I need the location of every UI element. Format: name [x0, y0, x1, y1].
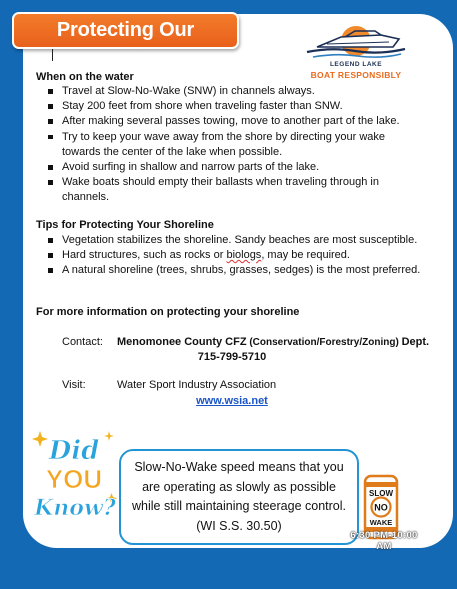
tips-heading: Tips for Protecting Your Shoreline: [36, 219, 214, 231]
snw-hours: 6:30 PM-10:00 AM: [350, 530, 418, 552]
tips-list: [46, 233, 431, 279]
you-text: YOU: [45, 464, 103, 494]
list-item: Travel at Slow-No-Wake (SNW) in channels always.: [46, 84, 406, 99]
list-item: Try to keep your wave away from the shore by directing your wake towards the center of the lake when possible.: [46, 130, 406, 160]
list-item: Vegetation stabilizes the shoreline. Sandy beaches are most susceptible.: [46, 233, 431, 248]
list-item: Avoid surfing in shallow and narrow parts of the lake.: [46, 160, 406, 175]
list-item: Wake boats should empty their ballasts when traveling through in channels.: [46, 175, 406, 205]
list-item: [46, 248, 431, 263]
visit-label: Visit:: [62, 379, 86, 391]
list-item: After making several passes towing, move to another part of the lake.: [46, 114, 406, 129]
list-item-text: Hard structures, such as rocks or: [62, 249, 227, 262]
slow-no-wake-callout: [119, 449, 359, 545]
know-text: Know?: [34, 495, 116, 521]
legend-lake-logo: [297, 25, 415, 85]
contact-org-dept: Dept.: [401, 336, 430, 348]
did-text: Did: [48, 436, 100, 466]
sign-no-text: NO: [374, 502, 388, 513]
callout-line: (WI S.S. 30.50): [196, 518, 282, 533]
did-you-know-graphic: [30, 427, 120, 527]
spellcheck-flagged-word: biologs: [226, 249, 262, 262]
callout-line: are operating as slowly as possible: [142, 479, 336, 494]
list-item: Stay 200 feet from shore when traveling faster than SNW.: [46, 99, 406, 114]
logo-title: LEGEND LAKE: [329, 61, 383, 68]
logo-tagline: BOAT RESPONSIBLY: [310, 70, 402, 80]
list-item: A natural shoreline (trees, shrubs, grasses, sedges) is the most preferred.: [46, 263, 431, 278]
sign-wake-text: WAKE: [369, 518, 393, 527]
contact-org-name: Menomonee County CFZ: [117, 336, 247, 348]
wsia-link[interactable]: www.wsia.net: [196, 395, 268, 407]
contact-label: Contact:: [62, 336, 103, 348]
visit-org: Water Sport Industry Association: [117, 379, 277, 391]
contact-phone: 715-799-5710: [197, 351, 267, 363]
callout-line: while still maintaining steerage control.: [132, 499, 346, 513]
info-heading: For more information on protecting your shoreline: [36, 306, 300, 318]
sign-slow-text: SLOW: [369, 489, 393, 498]
contact-org-paren: (Conservation/Forestry/Zoning): [246, 337, 402, 348]
water-heading: When on the water: [36, 71, 134, 83]
callout-text: [121, 458, 357, 536]
visit-link-wrap: [117, 395, 347, 407]
boat-logo-icon: [297, 25, 415, 61]
water-list: [46, 84, 406, 206]
callout-line: Slow-No-Wake speed means that you: [134, 460, 344, 474]
list-item-text: , may be required.: [261, 249, 350, 262]
contact-org: [117, 336, 429, 348]
page-title: Protecting Our Shoreline: [12, 12, 239, 49]
text-cursor: [52, 49, 53, 61]
